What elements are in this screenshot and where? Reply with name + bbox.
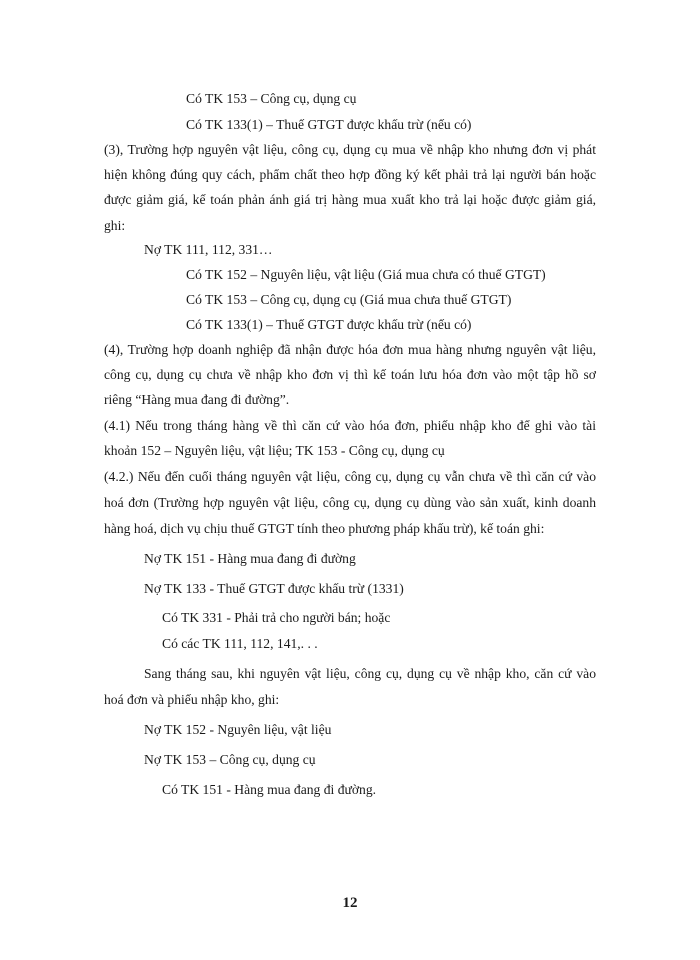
paragraph-4-1-line-2: khoản 152 – Nguyên liệu, vật liệu; TK 153 - Công cụ, dụng cụ (104, 443, 445, 458)
paragraph-3-line-4: ghi: (104, 218, 126, 233)
entry-credit-331: Có TK 331 - Phải trả cho người bán; hoặc (162, 610, 391, 625)
paragraph-3-line-1: (3), Trường hợp nguyên vật liệu, công cụ, dụng cụ mua về nhập kho nhưng đơn vị phát (104, 142, 596, 157)
paragraph-next-month-line-1: Sang tháng sau, khi nguyên vật liệu, công cụ, dụng cụ về nhập kho, căn cứ vào (144, 666, 596, 681)
entry-credit-153: Có TK 153 – Công cụ, dụng cụ (186, 91, 357, 106)
entry-debit-111-112-331: Nợ TK 111, 112, 331… (144, 242, 273, 257)
paragraph-3-line-2: hiện không đúng quy cách, phẩm chất theo hợp đồng ký kết phải trả lại người bán hoặc (104, 167, 596, 182)
paragraph-4-2-line-1: (4.2.) Nếu đến cuối tháng nguyên vật liệu, công cụ, dụng cụ vẫn chưa về thì căn cứ vào (104, 469, 596, 484)
entry-debit-1331: Nợ TK 133 - Thuế GTGT được khấu trừ (1331) (144, 581, 404, 596)
paragraph-next-month-line-2: hoá đơn và phiếu nhập kho, ghi: (104, 692, 280, 707)
paragraph-4-2-line-2: hoá đơn (Trường hợp nguyên vật liệu, công cụ, dụng cụ dùng vào sản xuất, kinh doanh (104, 495, 596, 510)
entry-credit-152: Có TK 152 – Nguyên liệu, vật liệu (Giá mua chưa có thuế GTGT) (186, 267, 546, 282)
entry-credit-153-b: Có TK 153 – Công cụ, dụng cụ (Giá mua chưa thuế GTGT) (186, 292, 512, 307)
entry-credit-1331-b: Có TK 133(1) – Thuế GTGT được khấu trừ (nếu có) (186, 317, 472, 332)
entry-debit-152: Nợ TK 152 - Nguyên liệu, vật liệu (144, 722, 332, 737)
entry-credit-151: Có TK 151 - Hàng mua đang đi đường. (162, 782, 377, 797)
paragraph-4-line-1: (4), Trường hợp doanh nghiệp đã nhận được hóa đơn mua hàng nhưng nguyên vật liệu, (104, 342, 596, 357)
entry-credit-111-112-141: Có các TK 111, 112, 141,. . . (162, 636, 318, 651)
entry-credit-1331: Có TK 133(1) – Thuế GTGT được khấu trừ (nếu có) (186, 117, 472, 132)
entry-debit-151: Nợ TK 151 - Hàng mua đang đi đường (144, 551, 356, 566)
paragraph-4-2-line-3: hàng hoá, dịch vụ chịu thuế GTGT tính theo phương pháp khấu trừ), kế toán ghi: (104, 521, 545, 536)
paragraph-4-line-3: riêng “Hàng mua đang đi đường”. (104, 392, 290, 407)
paragraph-4-1-line-1: (4.1) Nếu trong tháng hàng về thì căn cứ vào hóa đơn, phiếu nhập kho để ghi vào tài (104, 418, 596, 433)
paragraph-4-line-2: công cụ, dụng cụ chưa về nhập kho đơn vị thì kế toán lưu hóa đơn vào một tập hồ sơ (104, 367, 596, 382)
paragraph-3-line-3: được giảm giá, kế toán phản ánh giá trị hàng mua xuất kho trả lại hoặc được giảm giá, (104, 192, 596, 207)
page-number: 12 (342, 895, 358, 911)
entry-debit-153: Nợ TK 153 – Công cụ, dụng cụ (144, 752, 316, 767)
